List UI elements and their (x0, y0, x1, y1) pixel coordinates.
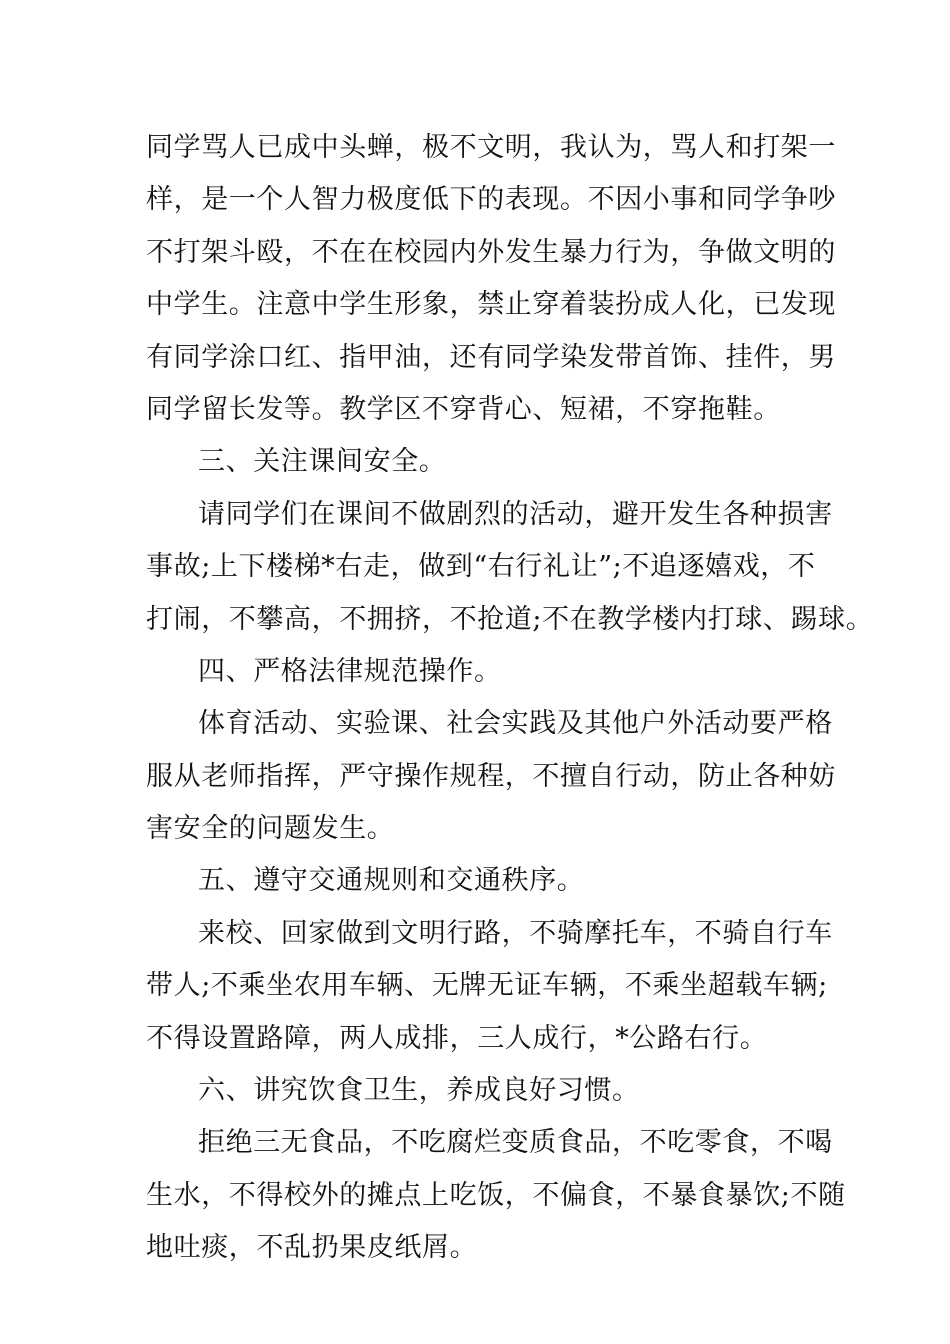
body-line: 来校、回家做到文明行路，不骑摩托车，不骑自行车 (198, 917, 833, 949)
section-heading: 三、关注课间安全。 (198, 446, 447, 478)
body-line: 地吐痰，不乱扔果皮纸屑。 (146, 1232, 478, 1264)
body-line: 服从老师指挥，严守操作规程，不擅自行动，防止各种妨 (146, 760, 836, 792)
body-line: 拒绝三无食品，不吃腐烂变质食品，不吃零食，不喝 (198, 1127, 833, 1159)
body-line: 样，是一个人智力极度低下的表现。不因小事和同学争吵 (146, 184, 836, 216)
body-line: 中学生。注意中学生形象，禁止穿着装扮成人化，已发现 (146, 289, 836, 321)
body-line: 事故;上下楼梯*右走，做到“右行礼让”;不追逐嬉戏，不 (146, 551, 816, 583)
body-line: 生水，不得校外的摊点上吃饭，不偏食，不暴食暴饮;不随 (146, 1179, 846, 1211)
body-line: 不得设置路障，两人成排，三人成行，*公路右行。 (146, 1022, 768, 1054)
section-heading: 四、严格法律规范操作。 (198, 655, 502, 687)
document-body (146, 122, 874, 1275)
body-line: 同学留长发等。教学区不穿背心、短裙，不穿拖鞋。 (146, 393, 781, 425)
section-heading: 六、讲究饮食卫生，养成良好习惯。 (198, 1075, 640, 1107)
body-line: 害安全的问题发生。 (146, 813, 395, 845)
body-line: 请同学们在课间不做剧烈的活动，避开发生各种损害 (198, 498, 833, 530)
body-line: 带人;不乘坐农用车辆、无牌无证车辆，不乘坐超载车辆; (146, 970, 828, 1002)
body-line: 不打架斗殴，不在在校园内外发生暴力行为，争做文明的 (146, 236, 836, 268)
body-line: 体育活动、实验课、社会实践及其他户外活动要严格 (198, 708, 833, 740)
body-line: 同学骂人已成中头蝉，极不文明，我认为，骂人和打架一 (146, 132, 836, 163)
body-line: 打闹，不攀高，不拥挤，不抢道;不在教学楼内打球、踢球。 (146, 603, 874, 635)
section-heading: 五、遵守交通规则和交通秩序。 (198, 865, 585, 897)
body-line: 有同学涂口红、指甲油，还有同学染发带首饰、挂件，男 (146, 341, 836, 373)
